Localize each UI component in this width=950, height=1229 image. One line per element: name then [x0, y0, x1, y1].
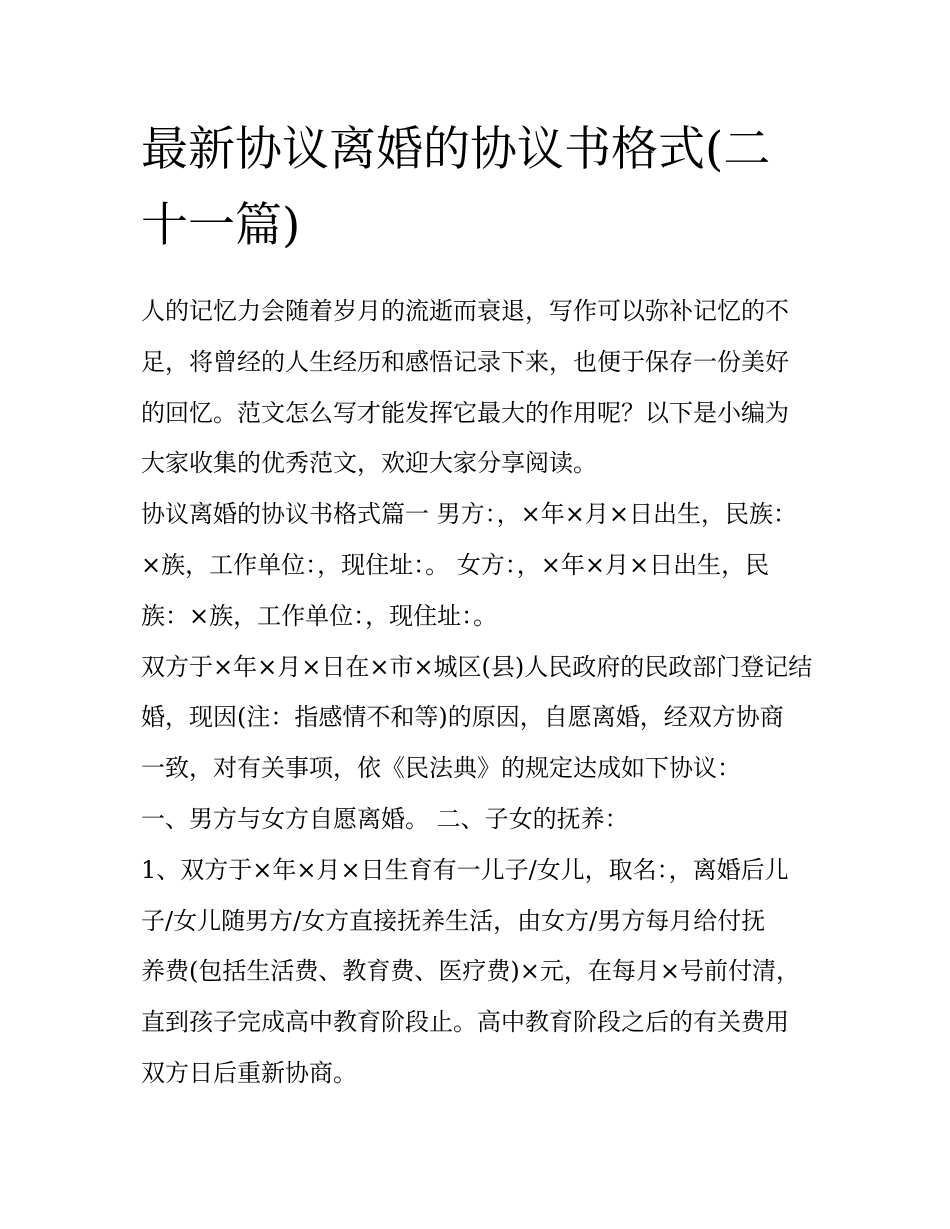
text-line: ×族，工作单位：，现住址：。 女方：，×年×月×日出生，民 — [141, 550, 770, 579]
text-line: 族：×族，工作单位：，现住址：。 — [141, 601, 498, 630]
text-line: 一致，对有关事项，依《民法典》的规定达成如下协议： — [141, 754, 741, 783]
title-line-2: 十一篇) — [141, 198, 301, 253]
title-line-1: 最新协议离婚的协议书格式(二 — [141, 122, 771, 177]
text-line: 协议离婚的协议书格式篇一 男方：，×年×月×日出生，民族： — [141, 500, 797, 529]
text-line: 直到孩子完成高中教育阶段止。高中教育阶段之后的有关费用 — [141, 1008, 789, 1037]
document-title — [141, 112, 813, 264]
text-line: 双方日后重新协商。 — [141, 1058, 357, 1087]
text-line: 大家收集的优秀范文，欢迎大家分享阅读。 — [141, 449, 597, 478]
text-line: 足，将曾经的人生经历和感悟记录下来，也便于保存一份美好 — [141, 347, 789, 376]
paragraph-marriage — [141, 642, 813, 794]
text-line: 养费(包括生活费、教育费、医疗费)×元，在每月×号前付清， — [141, 957, 800, 986]
text-line: 一、男方与女方自愿离婚。 二、子女的抚养： — [141, 804, 629, 833]
paragraph-intro — [141, 286, 813, 489]
text-line: 人的记忆力会随着岁月的流逝而衰退，写作可以弥补记忆的不 — [141, 297, 789, 325]
paragraph-clauses — [141, 794, 813, 845]
title-spacer — [141, 264, 813, 286]
document-page — [141, 112, 813, 1099]
paragraph-parties — [141, 489, 813, 641]
text-line: 婚，现因(注：指感情不和等)的原因，自愿离婚，经双方协商 — [141, 703, 784, 732]
text-line: 子/女儿随男方/女方直接抚养生活，由女方/男方每月给付抚 — [141, 906, 766, 935]
text-line: 1、双方于×年×月×日生育有一儿子/女儿，取名：，离婚后儿 — [141, 855, 789, 884]
paragraph-child-support — [141, 845, 813, 1099]
text-line: 的回忆。范文怎么写才能发挥它最大的作用呢？以下是小编为 — [141, 398, 789, 427]
text-line: 双方于×年×月×日在×市×城区(县)人民政府的民政部门登记结 — [141, 652, 813, 681]
